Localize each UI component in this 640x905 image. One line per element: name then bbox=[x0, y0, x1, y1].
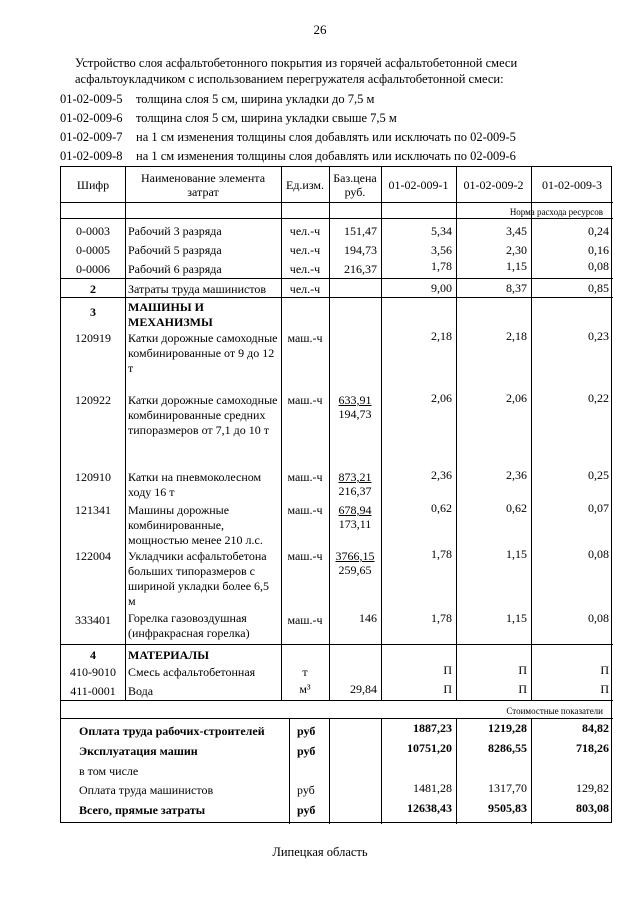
cost-value-3: 718,26 bbox=[576, 741, 609, 755]
row-value-2: 1,15 bbox=[506, 259, 527, 273]
variant-code: 01-02-009-8 bbox=[60, 149, 123, 163]
cost-value-3: 84,82 bbox=[582, 721, 609, 735]
row-value-3: 0,24 bbox=[588, 224, 609, 238]
footer-region: Липецкая область bbox=[272, 845, 368, 859]
row-value-1: 9,00 bbox=[431, 281, 452, 295]
row-value-2: 2,30 bbox=[506, 243, 527, 257]
row-value-3: 0,08 bbox=[588, 611, 609, 625]
row-code: 121341 bbox=[75, 503, 111, 517]
row-name: Катки дорожные самоходные комбинированные средних типоразмеров от 7,1 до 10 т bbox=[128, 393, 278, 437]
cost-value-2: 1317,70 bbox=[488, 781, 527, 795]
cost-unit: руб bbox=[297, 803, 316, 817]
row-value-1: 1,78 bbox=[431, 259, 452, 273]
row-value-3: 0,08 bbox=[588, 547, 609, 561]
row-name: Вода bbox=[128, 684, 154, 698]
cost-unit: руб bbox=[297, 744, 316, 758]
header-code: Шифр bbox=[76, 178, 110, 192]
row-unit: маш.-ч bbox=[287, 470, 323, 484]
header-col-1: 01-02-009-1 bbox=[388, 178, 449, 192]
row-value-3: 0,22 bbox=[588, 391, 609, 405]
variant-code: 01-02-009-5 bbox=[60, 92, 123, 106]
machines-section-code: 3 bbox=[90, 305, 96, 319]
row-price: 3766,15 bbox=[335, 549, 375, 563]
row-unit: чел.-ч bbox=[289, 224, 321, 238]
row-unit: чел.-ч bbox=[289, 262, 321, 276]
row-unit: м³ bbox=[299, 682, 311, 696]
row-unit: чел.-ч bbox=[289, 243, 321, 257]
row-value-3: 0,25 bbox=[588, 468, 609, 482]
row-value-1: П bbox=[443, 663, 452, 677]
section-title: Устройство слоя асфальтобетонного покрытия из горячей асфальтобетонной смеси асфальтоукладчиком с использованием перегружателя асфальтобетонной смеси: bbox=[75, 56, 518, 86]
norm-header: Норма расхода ресурсов bbox=[509, 207, 603, 217]
row-unit: т bbox=[302, 665, 308, 679]
variant-code: 01-02-009-7 bbox=[60, 130, 123, 144]
materials-section-code: 4 bbox=[90, 648, 96, 662]
cost-value-1: 12638,43 bbox=[407, 801, 452, 815]
row-code: 122004 bbox=[75, 549, 111, 563]
row-name: Рабочий 6 разряда bbox=[128, 262, 222, 276]
row-code: 120922 bbox=[75, 393, 111, 407]
header-unit: Ед.изм. bbox=[285, 178, 325, 192]
row-price-operator: 194,73 bbox=[338, 407, 372, 421]
row-value-1: 2,06 bbox=[431, 391, 452, 405]
row-value-1: 0,62 bbox=[431, 501, 452, 515]
header-name: Наименование элемента затрат bbox=[140, 171, 266, 199]
variant-item bbox=[60, 128, 620, 147]
cost-name: Оплата труда рабочих-строителей bbox=[79, 724, 265, 738]
row-value-1: 3,56 bbox=[431, 243, 452, 257]
header-price: Баз.цена руб. bbox=[333, 171, 377, 199]
materials-section-title: МАТЕРИАЛЫ bbox=[128, 648, 209, 662]
row-code: 0-0003 bbox=[76, 224, 110, 238]
row-name: Укладчики асфальтобетона больших типоразмеров с шириной укладки более 6,5 м bbox=[128, 549, 270, 608]
cost-unit: руб bbox=[297, 724, 316, 738]
cost-value-1: 1887,23 bbox=[413, 721, 452, 735]
row-name: Смесь асфальтобетонная bbox=[128, 665, 256, 679]
cost-name: Всего, прямые затраты bbox=[79, 803, 206, 817]
cost-value-1: 1481,28 bbox=[413, 781, 452, 795]
variant-text: на 1 см изменения толщины слоя добавлять или исключать по 02-009-6 bbox=[136, 149, 516, 163]
row-value-3: 0,85 bbox=[588, 281, 609, 295]
row-value-1: 2,18 bbox=[431, 329, 452, 343]
row-value-2: П bbox=[518, 663, 527, 677]
row-name: Катки на пневмоколесном ходу 16 т bbox=[128, 470, 262, 499]
row-price: 633,91 bbox=[338, 393, 372, 407]
header-col-2: 01-02-009-2 bbox=[463, 178, 524, 192]
cost-name: в том числе bbox=[79, 764, 139, 778]
row-name: Горелка газовоздушная (инфракрасная горелка) bbox=[128, 611, 250, 640]
row-value-2: 0,62 bbox=[506, 501, 527, 515]
cost-value-1: 10751,20 bbox=[407, 741, 452, 755]
row-value-3: 0,16 bbox=[588, 243, 609, 257]
cost-value-2: 8286,55 bbox=[488, 741, 527, 755]
row-name: Машины дорожные комбинированные, мощностью менее 210 л.с. bbox=[128, 503, 263, 547]
row-price-operator: 259,65 bbox=[338, 563, 372, 577]
variant-list bbox=[60, 90, 620, 166]
row-name: Катки дорожные самоходные комбинированные от 9 до 12 т bbox=[128, 331, 278, 375]
variant-item bbox=[60, 147, 620, 166]
row-value-2: П bbox=[518, 682, 527, 696]
row-value-2: 2,06 bbox=[506, 391, 527, 405]
row-name: Рабочий 3 разряда bbox=[128, 224, 222, 238]
variant-item bbox=[60, 90, 620, 109]
row-price-operator: 216,37 bbox=[338, 484, 372, 498]
row-value-2: 8,37 bbox=[506, 281, 527, 295]
cost-value-2: 1219,28 bbox=[488, 721, 527, 735]
cost-value-3: 129,82 bbox=[576, 781, 609, 795]
row-value-3: П bbox=[600, 682, 609, 696]
row-price-operator: 173,11 bbox=[338, 517, 372, 531]
row-code: 0-0005 bbox=[76, 243, 110, 257]
cost-unit: руб bbox=[297, 783, 315, 797]
row-unit: маш.-ч bbox=[287, 331, 323, 345]
header-col-3: 01-02-009-3 bbox=[542, 178, 602, 192]
cost-header: Стоимостные показатели bbox=[506, 706, 603, 716]
row-value-2: 1,15 bbox=[506, 611, 527, 625]
row-code: 0-0006 bbox=[76, 262, 110, 276]
row-price: 29,84 bbox=[350, 682, 377, 696]
variant-code: 01-02-009-6 bbox=[60, 111, 123, 125]
row-value-2: 2,36 bbox=[506, 468, 527, 482]
row-price: 146 bbox=[359, 611, 377, 625]
row-code: 120910 bbox=[75, 470, 111, 484]
row-price: 151,47 bbox=[344, 224, 377, 238]
row-unit: маш.-ч bbox=[287, 393, 323, 407]
row-value-1: 2,36 bbox=[431, 468, 452, 482]
row-value-2: 3,45 bbox=[506, 224, 527, 238]
machines-section-title: МАШИНЫ И МЕХАНИЗМЫ bbox=[128, 300, 213, 329]
row-value-2: 2,18 bbox=[506, 329, 527, 343]
variant-text: толщина слоя 5 см, ширина укладки свыше 7,5 м bbox=[136, 111, 397, 125]
row-code: 2 bbox=[90, 282, 96, 296]
row-unit: маш.-ч bbox=[287, 503, 323, 517]
row-price: 216,37 bbox=[344, 262, 377, 276]
row-price: 194,73 bbox=[344, 243, 377, 257]
row-name: Затраты труда машинистов bbox=[128, 282, 267, 296]
row-unit: маш.-ч bbox=[287, 613, 323, 627]
row-value-3: 0,07 bbox=[588, 501, 609, 515]
row-code: 411-0001 bbox=[70, 684, 116, 698]
row-value-1: 5,34 bbox=[431, 224, 452, 238]
row-code: 120919 bbox=[75, 331, 111, 345]
row-unit: чел.-ч bbox=[289, 282, 321, 296]
row-price: 873,21 bbox=[338, 470, 372, 484]
row-value-3: 0,23 bbox=[588, 329, 609, 343]
cost-name: Эксплуатация машин bbox=[79, 744, 198, 758]
row-value-1: 1,78 bbox=[431, 547, 452, 561]
row-value-3: 0,08 bbox=[588, 259, 609, 273]
row-value-1: 1,78 bbox=[431, 611, 452, 625]
row-code: 410-9010 bbox=[70, 665, 116, 679]
row-code: 333401 bbox=[75, 613, 111, 627]
cost-value-3: 803,08 bbox=[576, 801, 609, 815]
row-price: 678,94 bbox=[338, 503, 372, 517]
cost-name: Оплата труда машинистов bbox=[79, 783, 214, 797]
resource-table bbox=[60, 166, 612, 823]
variant-item bbox=[60, 109, 620, 128]
cost-value-2: 9505,83 bbox=[488, 801, 527, 815]
row-unit: маш.-ч bbox=[287, 549, 323, 563]
row-name: Рабочий 5 разряда bbox=[128, 243, 222, 257]
row-value-2: 1,15 bbox=[506, 547, 527, 561]
variant-text: на 1 см изменения толщины слоя добавлять или исключать по 02-009-5 bbox=[136, 130, 516, 144]
page-number: 26 bbox=[313, 22, 327, 37]
row-value-1: П bbox=[443, 682, 452, 696]
variant-text: толщина слоя 5 см, ширина укладки до 7,5 м bbox=[136, 92, 375, 106]
row-value-3: П bbox=[600, 663, 609, 677]
